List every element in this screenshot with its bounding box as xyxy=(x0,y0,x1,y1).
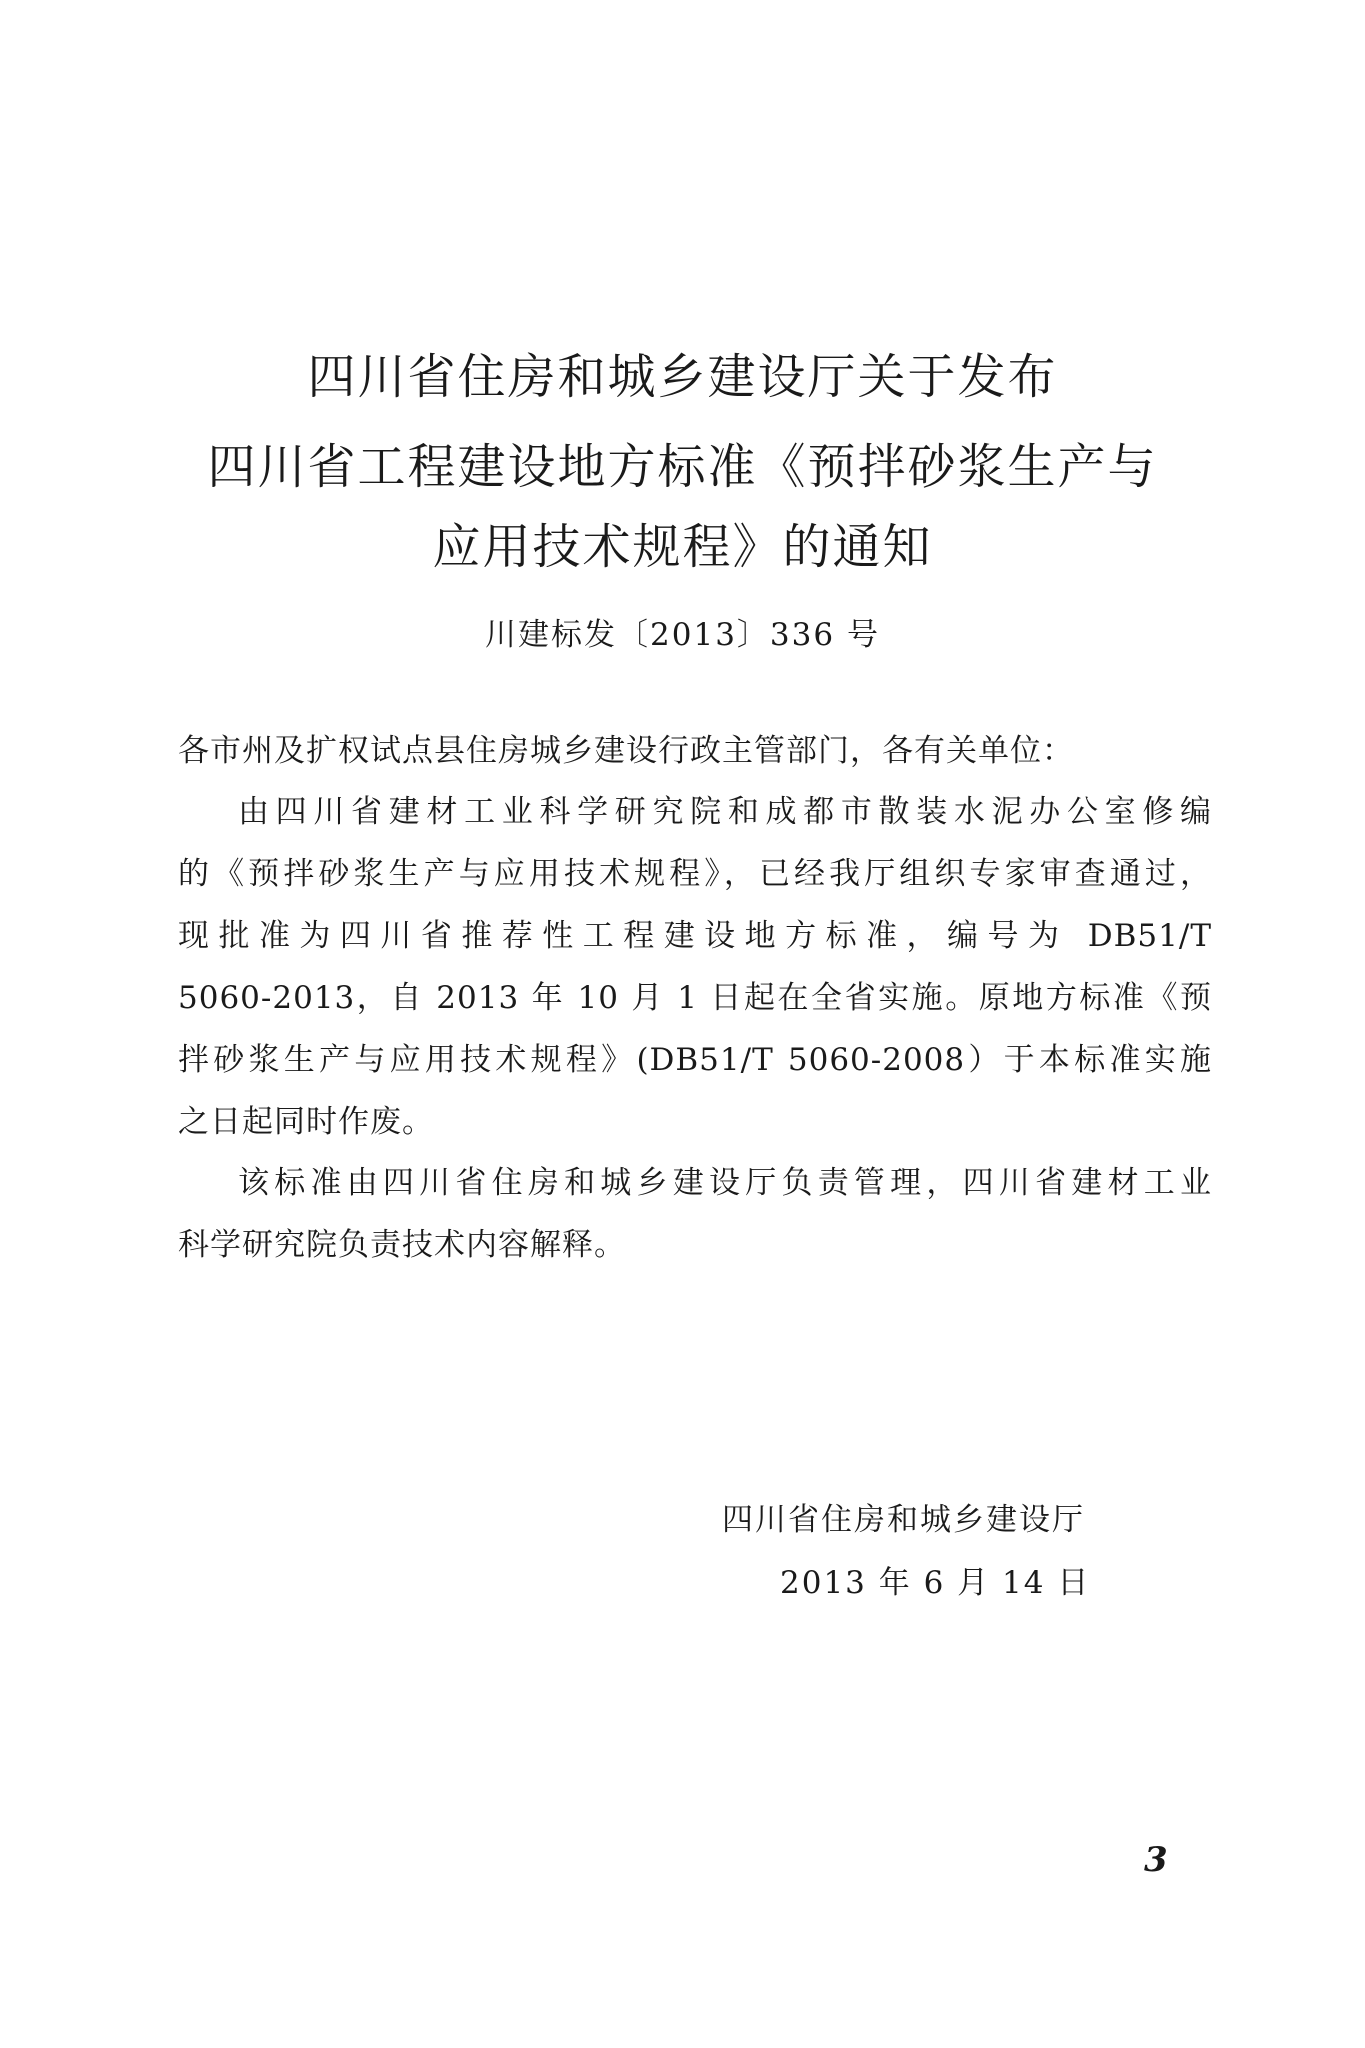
title-line-3: 应用技术规程》的通知 xyxy=(432,519,933,575)
document-number: 川建标发〔2013〕336 号 xyxy=(485,617,880,653)
paragraph-1-line: 之日起同时作废。 xyxy=(178,1104,434,1140)
paragraph-1-line: 现批准为四川省推荐性工程建设地方标准，编号为 DB51/T xyxy=(178,918,1212,954)
paragraph-1-line: 由四川省建材工业科学研究院和成都市散装水泥办公室修编 xyxy=(238,794,1212,830)
title-line-2: 四川省工程建设地方标准《预拌砂浆生产与 xyxy=(207,439,1158,495)
issue-date: 2013 年 6 月 14 日 xyxy=(780,1565,1091,1601)
paragraph-1-line: 5060-2013，自 2013 年 10 月 1 日起在全省实施。原地方标准《预 xyxy=(178,980,1212,1016)
issuer-name: 四川省住房和城乡建设厅 xyxy=(722,1502,1085,1538)
paragraph-2-line: 该标准由四川省住房和城乡建设厅负责管理，四川省建材工业 xyxy=(238,1165,1212,1201)
paragraph-1-line: 拌砂浆生产与应用技术规程》(DB51/T 5060-2008）于本标准实施 xyxy=(178,1042,1212,1078)
paragraph-1-line: 的《预拌砂浆生产与应用技术规程》，已经我厅组织专家审查通过， xyxy=(178,856,1212,892)
paragraph-2-line: 科学研究院负责技术内容解释。 xyxy=(178,1227,626,1263)
salutation: 各市州及扩权试点县住房城乡建设行政主管部门，各有关单位： xyxy=(178,733,1074,769)
page-number: 3 xyxy=(1144,1840,1168,1880)
title-line-1: 四川省住房和城乡建设厅关于发布 xyxy=(307,349,1058,405)
